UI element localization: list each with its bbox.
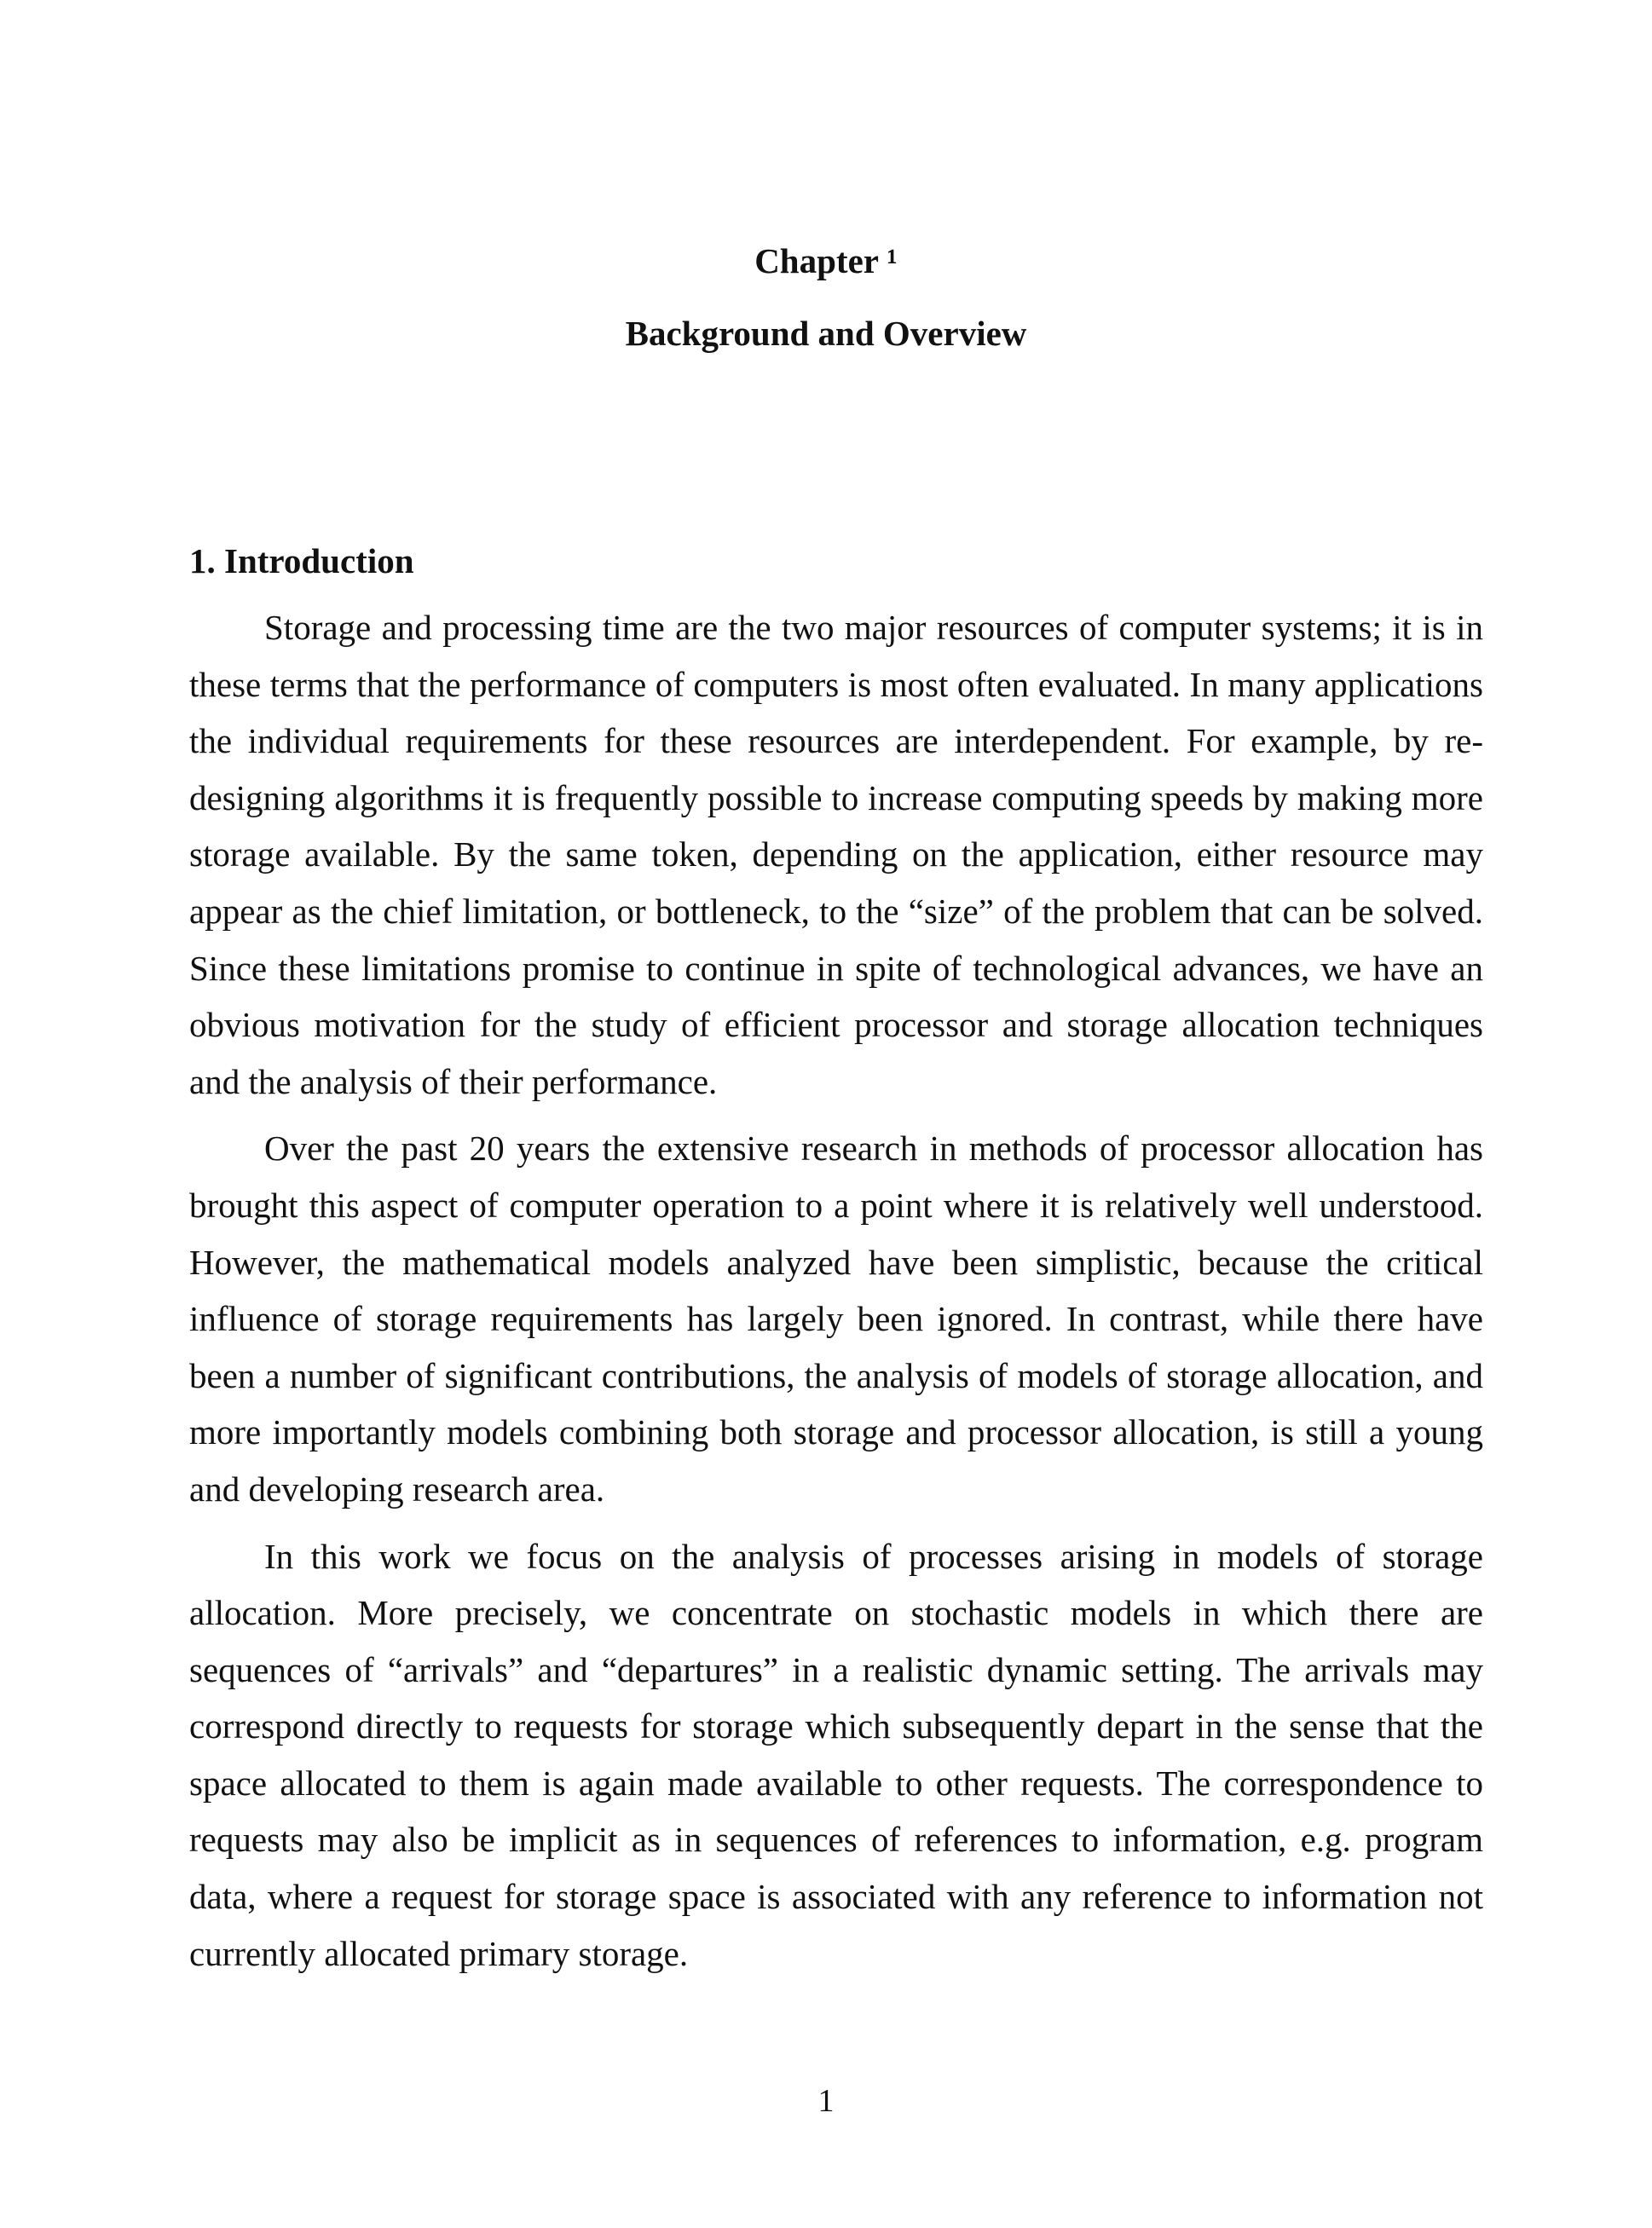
body-text [189,599,1483,1992]
paragraph: Storage and processing time are the two major resources of computer systems; it is in these terms that the performance of computers is most often evaluated. In many applications the individual requirements for these resources are interdependent. For example, by re-designing algorithms it is frequently possible to increase computing speeds by making more storage available. By the same token, depending on the application, either resource may appear as the chief limitation, or bottleneck, to the “size” of the problem that can be solved. Since these limitations promise to continue in spite of technological advances, we have an obvious motivation for the study of efficient processor and storage allocation techniques and the analysis of their performance. [189,608,1483,1101]
chapter-title: Background and Overview [625,314,1027,353]
section-heading: 1. Introduction [189,541,414,580]
paragraph: In this work we focus on the analysis of processes arising in models of storage allocation. More precisely, we concentrate on stochastic models in which there are sequences of “arrivals” and “departures” in a realistic dynamic setting. The arrivals may correspond directly to requests for storage which subsequently depart in the sense that the space allocated to them is again made available to other requests. The correspondence to requests may also be implicit as in sequences of references to information, e.g. program data, where a request for storage space is associated with any reference to information not currently allocated primary storage. [189,1536,1483,1973]
chapter-label: Chapter ¹ [754,241,898,280]
paragraph: Over the past 20 years the extensive research in methods of processor allocation has brought this aspect of computer operation to a point where it is relatively well understood. However, the mathematical models analyzed have been simplistic, because the critical influence of storage requirements has largely been ignored. In contrast, while there have been a number of significant contributions, the analysis of models of storage allocation, and more importantly models combining both storage and processor allocation, is still a young and developing research area. [189,1128,1483,1509]
page-number: 1 [817,2083,835,2119]
